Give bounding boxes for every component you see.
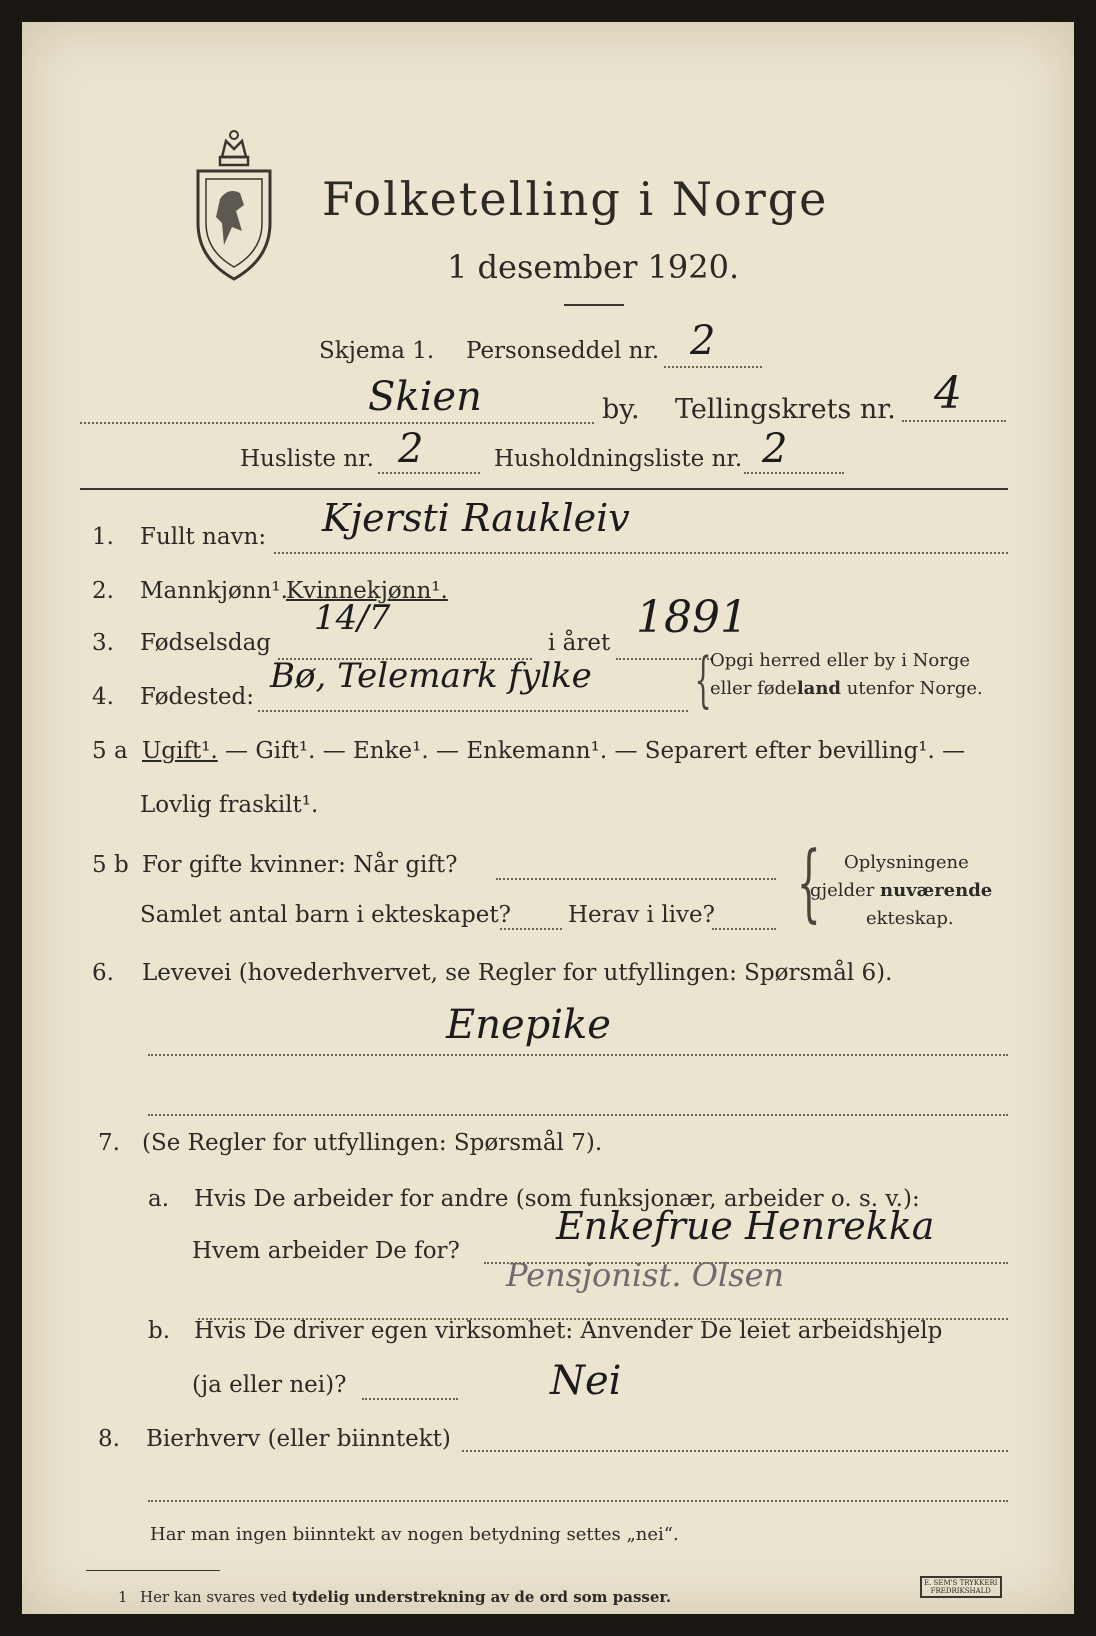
header-rule [80,488,1008,490]
q7-number: 7. [98,1130,120,1156]
q2-number: 2. [92,578,114,604]
q5b-note2: gjelder nuværende [810,880,993,901]
footnote-text: Her kan svares ved tydelig understrekning av de ord som passer. [140,1588,672,1606]
q4-label: Fødested: [140,684,255,710]
hired-help-value[interactable]: Nei [550,1358,622,1404]
q5b-line1: For gifte kvinner: Når gift? [142,852,458,878]
q5b-note3: ekteskap. [866,908,954,929]
q5b-number: 5 b [92,852,129,878]
q7a-letter: a. [148,1186,170,1212]
divider [564,304,624,306]
q5b-line2a: Samlet antal barn i ekteskapet? [140,902,511,928]
occupation-value[interactable]: Enepike [446,1002,611,1048]
lovlig-fraskilt-option[interactable]: Lovlig fraskilt¹. [140,792,319,818]
q1-number: 1. [92,524,114,550]
q3-label: Fødselsdag [140,630,272,656]
q7b-line2: (ja eller nei)? [192,1372,347,1398]
q6-label: Levevei (hovederhvervet, se Regler for utfyllingen: Spørsmål 6). [142,960,893,986]
birthday-value[interactable]: 14/7 [314,598,391,638]
male-option[interactable]: Mannkjønn¹. [140,578,288,604]
coat-of-arms-icon [192,127,276,283]
husholdning-label: Husholdningsliste nr. [494,446,743,472]
census-form: Folketelling i Norge 1 desember 1920. Skjema 1. Personseddel nr. 2 Skien by. Tellingskrets nr. 4 Husliste nr. 2 Husholdningsliste nr. 2 1. Fullt navn: Kjersti Raukleiv 2. Mannkjønn¹. Kvinnekjønn¹. 3. Fødselsdag 14/7 i året 1891 4. Fødested: Bø, Telemark fylke { Opgi herred eller by i Norge eller fødeland utenfor Norge. 5 a Ugift¹. — Gift¹. — Enke¹. — Enkemann¹. — Separert efter bevilling¹. — Lovlig fraskilt¹. 5 b For gifte kvinner: Når gift? Samlet antal barn i ekteskapet? Herav i live? { Oplysningene gjelder nuværende ekteskap. 6. Levevei (hovederhvervet, se Regler for utfyllingen: Spørsmål 6). Enepike 7. (Se Regler for utfyllingen: Spørsmål 7). a. Hvis De arbeider for andre (som funksjonær, arbeider o. s. v.): Hvem arbeider De for? Enkefrue Henrekka Pensjonist. Olsen b. Hvis De driver egen virksomhet: Anvender De leiet arbeidshjelp (ja eller nei)? Nei 8. Bierhverv (eller biinntekt) Har man ingen biinntekt av nogen betydning settes „nei“. 1 Her kan svares ved tydelig understrekning av de ord som passer. E. SEM'S TRYKKERI FREDRIKSHALD [22,22,1074,1614]
female-option[interactable]: Kvinnekjønn¹. [286,578,448,604]
by-label: by. [602,394,640,425]
printer-stamp: E. SEM'S TRYKKERI FREDRIKSHALD [920,1576,1002,1598]
q4-number: 4. [92,684,114,710]
q4-note-line1: Opgi herred eller by i Norge [710,650,971,671]
footnote-mark: 1 [118,1588,128,1606]
q7b-letter: b. [148,1318,171,1344]
birthplace-value[interactable]: Bø, Telemark fylke [270,656,592,696]
q5b-note1: Oplysningene [844,852,969,873]
place-value[interactable]: Skien [368,374,482,420]
husliste-value[interactable]: 2 [398,426,424,472]
ugift-option[interactable]: Ugift¹. [142,738,218,764]
husholdning-value[interactable]: 2 [762,426,788,472]
q7a-line1: Hvis De arbeider for andre (som funksjonær, arbeider o. s. v.): [194,1186,920,1212]
tellingskrets-label: Tellingskrets nr. [675,394,896,425]
employer-value[interactable]: Enkefrue Henrekka [556,1204,935,1248]
q5b-line2b: Herav i live? [568,902,715,928]
q4-note-line2: eller fødeland utenfor Norge. [710,678,983,699]
skjema-label: Skjema 1. [319,338,435,364]
q1-label: Fullt navn: [140,524,267,550]
q6-number: 6. [92,960,114,986]
husliste-label: Husliste nr. [240,446,374,472]
marital-status-options [142,738,965,764]
form-title: Folketelling i Norge [322,172,829,226]
footer-note: Har man ingen biinntekt av nogen betydning settes „nei“. [150,1524,679,1545]
birth-year-value[interactable]: 1891 [636,592,748,643]
q7-label: (Se Regler for utfyllingen: Spørsmål 7). [142,1130,603,1156]
census-date: 1 desember 1920. [447,248,740,286]
personseddel-value[interactable]: 2 [690,318,716,364]
personseddel-label: Personseddel nr. [466,338,660,364]
year-label: i året [548,630,611,656]
q8-number: 8. [98,1426,120,1452]
tellingskrets-value[interactable]: 4 [934,368,962,419]
q5a-number: 5 a [92,738,128,764]
full-name-value[interactable]: Kjersti Raukleiv [322,496,630,540]
q8-label: Bierhverv (eller biinntekt) [146,1426,451,1452]
q7a-line2: Hvem arbeider De for? [192,1238,460,1264]
q3-number: 3. [92,630,114,656]
q7b-line1: Hvis De driver egen virksomhet: Anvender De leiet arbeidshjelp [194,1318,943,1344]
employer-note-value[interactable]: Pensjonist. Olsen [506,1256,785,1294]
other-marital-options[interactable]: — Gift¹. — Enke¹. — Enkemann¹. — Separert efter bevilling¹. — [217,738,966,764]
